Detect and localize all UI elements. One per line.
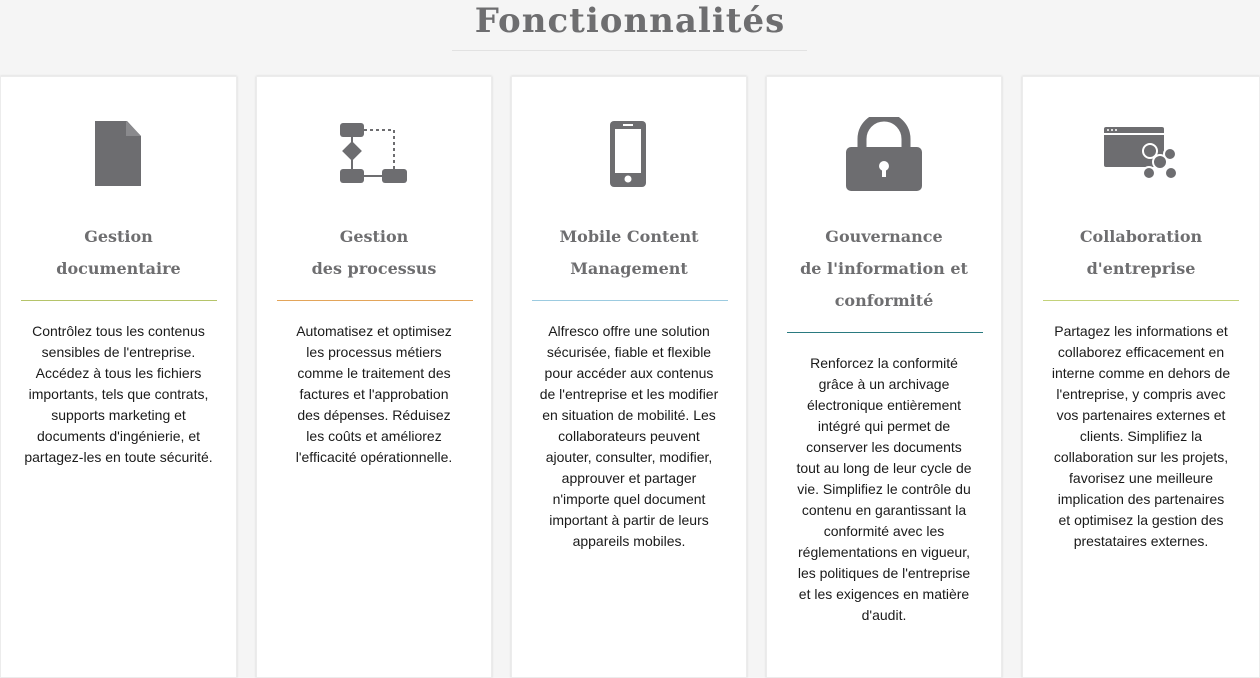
card-description: Contrôlez tous les contenus sensibles de l'entreprise. Accédez à tous les fichiers importants, tels que contrats, supports marketing et documents d'ingénierie, et partagez-les en toute sécurité. — [24, 323, 213, 465]
card-divider — [787, 332, 983, 333]
feature-card-enterprise-collaboration — [1022, 76, 1260, 678]
card-description: Automatisez et optimisez les processus métiers comme le traitement des factures et l'approbation des dépenses. Réduisez les coûts et améliorez l'efficacité opérationnelle. — [295, 323, 453, 465]
feature-card-process-management — [256, 76, 492, 678]
card-description: Partagez les informations et collaborez efficacement en interne comme en dehors de l'entreprise, y compris avec vos partenaires externes et clients. Simplifiez la collaboration sur les projets, favorisez une meilleure implication des partenaires et optimisez la gestion des prestataires externes. — [1051, 323, 1231, 549]
card-title: Gestion des processus — [311, 227, 437, 278]
card-divider — [532, 300, 728, 301]
document-icon — [1, 121, 236, 201]
collaboration-network-icon — [1023, 127, 1259, 207]
padlock-icon — [767, 117, 1001, 197]
card-description: Renforcez la conformité grâce à un archivage électronique entièrement intégré qui permet de conserver les documents tout au long de leur cycle de vie. Simplifiez le contrôle du contenu en garantissant la conformité avec les réglementations en vigueur, les politiques de l'entreprise et les exigences en matière d'audit. — [796, 355, 972, 623]
card-divider — [277, 300, 473, 301]
card-title: Gestion documentaire — [56, 227, 181, 278]
mobile-phone-icon — [512, 121, 746, 201]
process-flow-icon — [257, 123, 491, 203]
card-divider — [1043, 300, 1239, 301]
card-title: Collaboration d'entreprise — [1079, 227, 1203, 278]
feature-card-document-management — [0, 76, 237, 678]
card-divider — [21, 300, 217, 301]
card-title: Mobile Content Management — [559, 227, 699, 278]
title-divider — [452, 50, 807, 51]
feature-card-mobile-content — [511, 76, 747, 678]
section-title: Fonctionnalités — [474, 1, 786, 41]
feature-card-governance-compliance — [766, 76, 1002, 678]
card-description: Alfresco offre une solution sécurisée, fiable et flexible pour accéder aux contenus de l'entreprise et les modifier en situation de mobilité. Les collaborateurs peuvent ajouter, consulter, modifier, approuver et partager n'importe quel document important à partir de leurs appareils mobiles. — [539, 323, 719, 549]
card-title: Gouvernance de l'information et conformité — [800, 227, 968, 310]
